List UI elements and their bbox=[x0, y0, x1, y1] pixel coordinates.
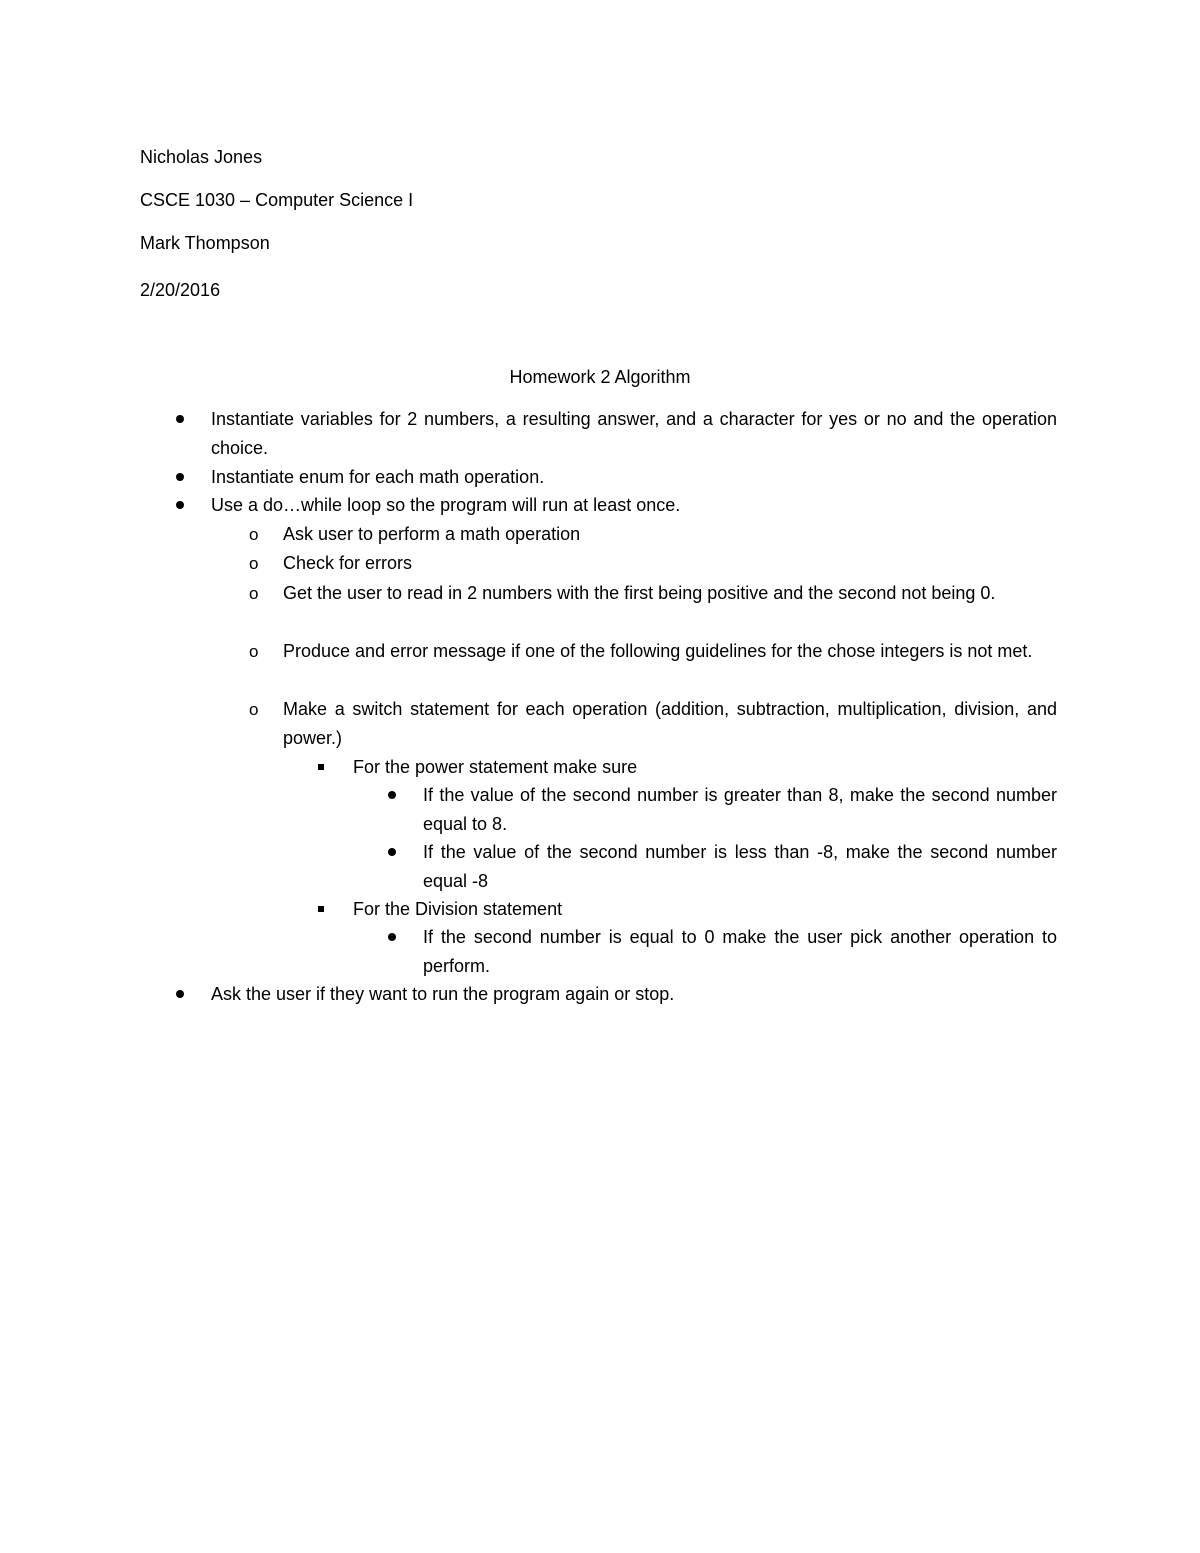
document-title: Homework 2 Algorithm bbox=[509, 367, 691, 387]
square-bullet-icon bbox=[318, 753, 324, 782]
list-item-text: Ask the user if they want to run the program again or stop. bbox=[211, 984, 675, 1004]
circle-bullet-icon: o bbox=[249, 700, 259, 719]
list-item bbox=[283, 695, 1057, 753]
instructor-name: Mark Thompson bbox=[140, 233, 270, 253]
list-item bbox=[211, 491, 1057, 520]
circle-bullet-icon: o bbox=[249, 554, 259, 573]
list-item-text: Instantiate enum for each math operation. bbox=[211, 467, 545, 487]
list-item-text: For the power statement make sure bbox=[353, 757, 638, 777]
list-item-text: Use a do…while loop so the program will run at least once. bbox=[211, 495, 681, 515]
bullet-dot-icon bbox=[176, 980, 184, 1009]
list-item-text: Make a switch statement for each operation (addition, subtraction, multiplication, division, and power.) bbox=[283, 699, 1057, 748]
circle-bullet-icon: o bbox=[249, 525, 259, 544]
list-item bbox=[353, 753, 1057, 782]
list-item-text: Produce and error message if one of the following guidelines for the chose integers is not met. bbox=[283, 641, 1033, 661]
list-item bbox=[211, 463, 1057, 492]
circle-bullet-icon: o bbox=[249, 584, 259, 603]
document-date: 2/20/2016 bbox=[140, 280, 221, 300]
list-item bbox=[353, 895, 1057, 924]
list-item-text: Get the user to read in 2 numbers with the first being positive and the second not being 0. bbox=[283, 583, 996, 603]
list-item bbox=[283, 520, 1057, 549]
list-item bbox=[423, 923, 1057, 981]
list-item-text: Check for errors bbox=[283, 553, 413, 573]
square-bullet-icon bbox=[318, 895, 324, 924]
list-item-text: If the value of the second number is less than -8, make the second number equal -8 bbox=[423, 842, 1057, 891]
list-item-text: Ask user to perform a math operation bbox=[283, 524, 581, 544]
list-item bbox=[283, 637, 1057, 666]
bullet-dot-icon bbox=[176, 405, 184, 434]
list-item bbox=[423, 838, 1057, 896]
course-name: CSCE 1030 – Computer Science I bbox=[140, 190, 414, 210]
list-item bbox=[423, 781, 1057, 839]
list-item bbox=[211, 405, 1057, 463]
bullet-dot-icon bbox=[176, 491, 184, 520]
list-item-text: Instantiate variables for 2 numbers, a resulting answer, and a character for yes or no and the operation choice. bbox=[211, 409, 1057, 458]
bullet-dot-icon bbox=[388, 923, 396, 952]
list-item-text: For the Division statement bbox=[353, 899, 563, 919]
list-item bbox=[283, 579, 1057, 608]
author-name: Nicholas Jones bbox=[140, 147, 263, 167]
bullet-dot-icon bbox=[388, 838, 396, 867]
bullet-dot-icon bbox=[388, 781, 396, 810]
list-item-text: If the value of the second number is greater than 8, make the second number equal to 8. bbox=[423, 785, 1057, 834]
list-item-text: If the second number is equal to 0 make the user pick another operation to perform. bbox=[423, 927, 1057, 976]
bullet-dot-icon bbox=[176, 463, 184, 492]
circle-bullet-icon: o bbox=[249, 642, 259, 661]
list-item bbox=[211, 980, 1057, 1009]
list-item bbox=[283, 549, 1057, 578]
